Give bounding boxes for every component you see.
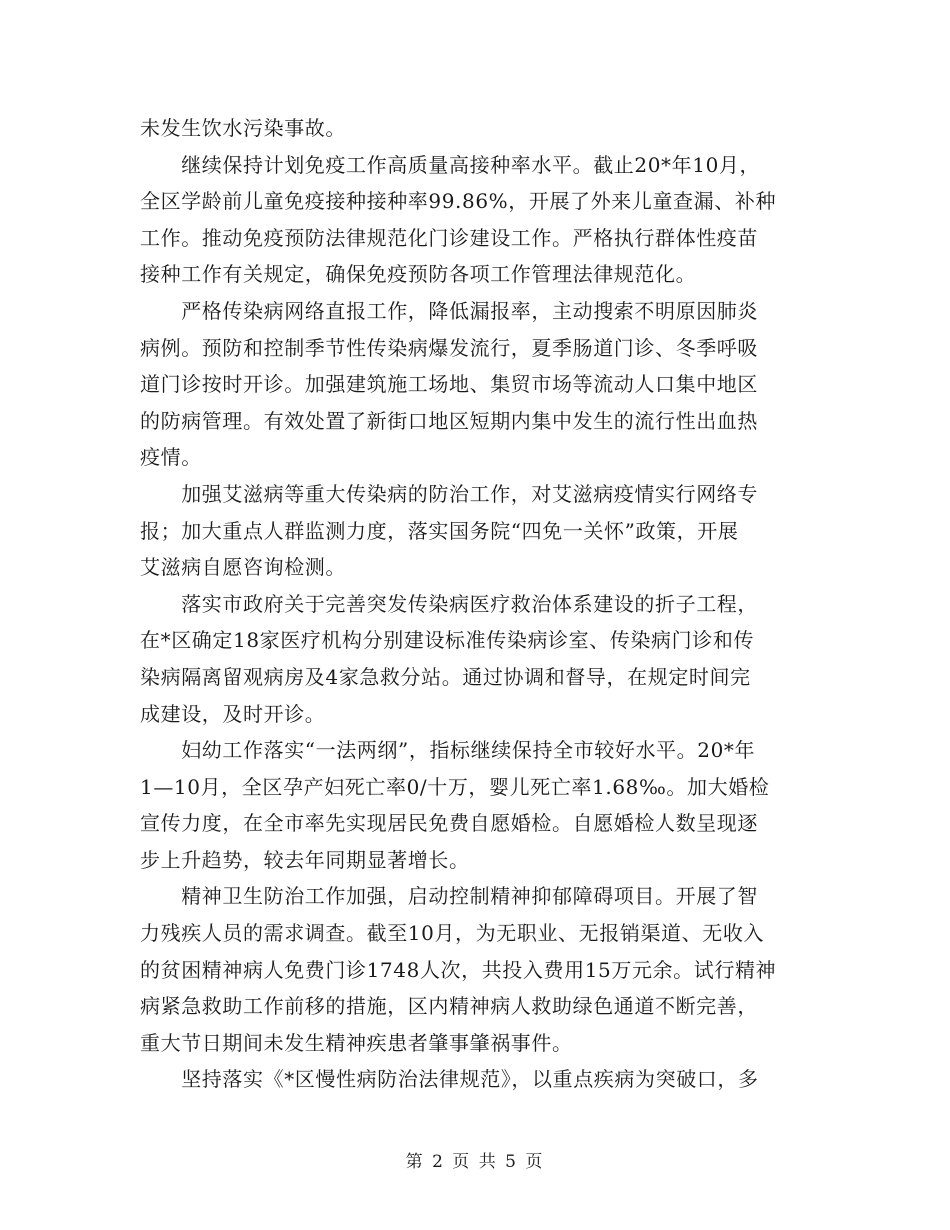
text-line: 坚持落实《*区慢性病防治法律规范》，以重点疾病为突破口，多	[140, 1067, 759, 1092]
text-line: 精神卫生防治工作加强，启动控制精神抑郁障碍项目。开展了智	[140, 884, 758, 909]
text-line: 的防病管理。有效处置了新街口地区短期内集中发生的流行性出血热	[140, 408, 758, 433]
text-line: 宣传力度，在全市率先实现居民免费自愿婚检。自愿婚检人数呈现逐	[140, 811, 758, 836]
text-line: 步上升趋势，较去年同期显著增长。	[140, 847, 470, 872]
text-line: 接种工作有关规定，确保免疫预防各项工作管理法律规范化。	[140, 262, 697, 287]
document-body	[140, 110, 810, 1098]
text-line: 染病隔离留观病房及4家急救分站。通过协调和督导，在规定时间完	[140, 664, 751, 689]
text-line: 道门诊按时开诊。加强建筑施工场地、集贸市场等流动人口集中地区	[140, 372, 758, 397]
text-line: 在*区确定18家医疗机构分别建设标准传染病诊室、传染病门诊和传	[140, 628, 755, 653]
text-line: 艾滋病自愿咨询检测。	[140, 555, 346, 580]
text-line: 妇幼工作落实“一法两纲”，指标继续保持全市较好水平。20*年	[140, 738, 756, 763]
text-line: 疫情。	[140, 445, 202, 470]
text-line: 重大节日期间未发生精神疾患者肇事肇祸事件。	[140, 1030, 573, 1055]
text-line: 的贫困精神病人免费门诊1748人次，共投入费用15万元余。试行精神	[140, 957, 777, 982]
text-line: 病紧急救助工作前移的措施，区内精神病人救助绿色通道不断完善，	[140, 994, 758, 1019]
text-line: 全区学龄前儿童免疫接种接种率99.86%，开展了外来儿童查漏、补种	[140, 189, 777, 214]
text-line: 病例。预防和控制季节性传染病爆发流行，夏季肠道门诊、冬季呼吸	[140, 335, 758, 360]
text-line: 继续保持计划免疫工作高质量高接种率水平。截止20*年10月，	[140, 152, 761, 177]
text-line: 落实市政府关于完善突发传染病医疗救治体系建设的折子工程，	[140, 591, 758, 616]
text-line: 成建设，及时开诊。	[140, 701, 326, 726]
text-line: 报；加大重点人群监测力度，落实国务院“四免一关怀”政策，开展	[140, 518, 739, 543]
text-line: 1—10月，全区孕产妇死亡率0/十万，婴儿死亡率1.68‰。加大婚检	[140, 774, 770, 799]
text-line: 力残疾人员的需求调查。截至10月，为无职业、无报销渠道、无收入	[140, 921, 765, 946]
text-line: 严格传染病网络直报工作，降低漏报率，主动搜索不明原因肺炎	[140, 298, 758, 323]
text-line: 工作。推动免疫预防法律规范化门诊建设工作。严格执行群体性疫苗	[140, 225, 758, 250]
text-line: 加强艾滋病等重大传染病的防治工作，对艾滋病疫情实行网络专	[140, 481, 758, 506]
page-number-footer: 第 2 页 共 5 页	[405, 1152, 545, 1172]
text-line: 未发生饮水污染事故。	[140, 116, 346, 140]
